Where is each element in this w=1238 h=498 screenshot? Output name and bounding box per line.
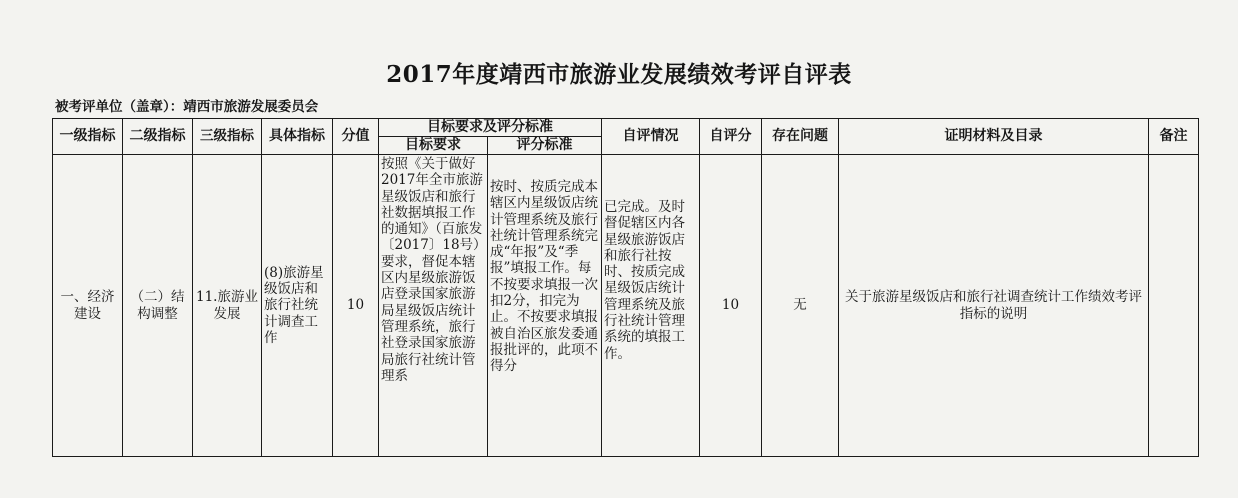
header-target-group: 目标要求及评分标准 [379, 119, 602, 137]
header-remark: 备注 [1149, 119, 1199, 155]
cell-level1: 一、经济建设 [53, 155, 123, 457]
header-level2: 二级指标 [123, 119, 193, 155]
header-specific: 具体指标 [262, 119, 333, 155]
cell-standard: 按时、按质完成本辖区内星级饭店统计管理系统及旅行社统计管理系统完成“年报”及“季报”填报工作。每不按要求填报一次扣2分，扣完为止。不按要求填报被自治区旅发委通报批评的，此项不得分 [490, 179, 598, 375]
cell-evidence: 关于旅游星级饭店和旅行社调查统计工作绩效考评指标的说明 [839, 155, 1149, 457]
header-evidence: 证明材料及目录 [839, 119, 1149, 155]
header-target: 目标要求 [379, 137, 488, 155]
header-self-eval: 自评情况 [602, 119, 700, 155]
cell-score: 10 [333, 155, 379, 457]
cell-self-eval: 已完成。及时督促辖区内各星级旅游饭店和旅行社按时、按质完成星级饭店统计管理系统及旅行社统计管理系统的填报工作。 [604, 199, 685, 362]
header-row [53, 119, 1199, 137]
evaluated-unit-label: 被考评单位（盖章）：靖西市旅游发展委员会 [55, 99, 319, 115]
header-problems: 存在问题 [762, 119, 839, 155]
table-row [53, 155, 1199, 457]
cell-specific: (8)旅游星级饭店和旅行社统计调查工作 [262, 155, 333, 457]
cell-remark [1149, 155, 1199, 457]
cell-self-score: 10 [700, 155, 762, 457]
page-title: 2017年度靖西市旅游业发展绩效考评自评表 [386, 61, 852, 88]
header-level3: 三级指标 [193, 119, 262, 155]
evaluation-table [52, 118, 1199, 457]
cell-problems: 无 [762, 155, 839, 457]
cell-target-wrap [379, 155, 488, 457]
cell-self-eval-wrap [602, 155, 700, 457]
header-self-score: 自评分 [700, 119, 762, 155]
cell-target: 按照《关于做好2017年全市旅游星级饭店和旅行社数据填报工作的通知》（百旅发〔2017〕18号）要求，督促本辖区内星级旅游饭店登录国家旅游局星级饭店统计管理系统，旅行社登录国家旅游局旅行社统计管理系 [381, 156, 483, 384]
cell-level2: （二）结构调整 [123, 155, 193, 457]
cell-level3: 11.旅游业发展 [193, 155, 262, 457]
header-score: 分值 [333, 119, 379, 155]
cell-standard-wrap [488, 155, 602, 457]
header-level1: 一级指标 [53, 119, 123, 155]
header-standard: 评分标准 [488, 137, 602, 155]
